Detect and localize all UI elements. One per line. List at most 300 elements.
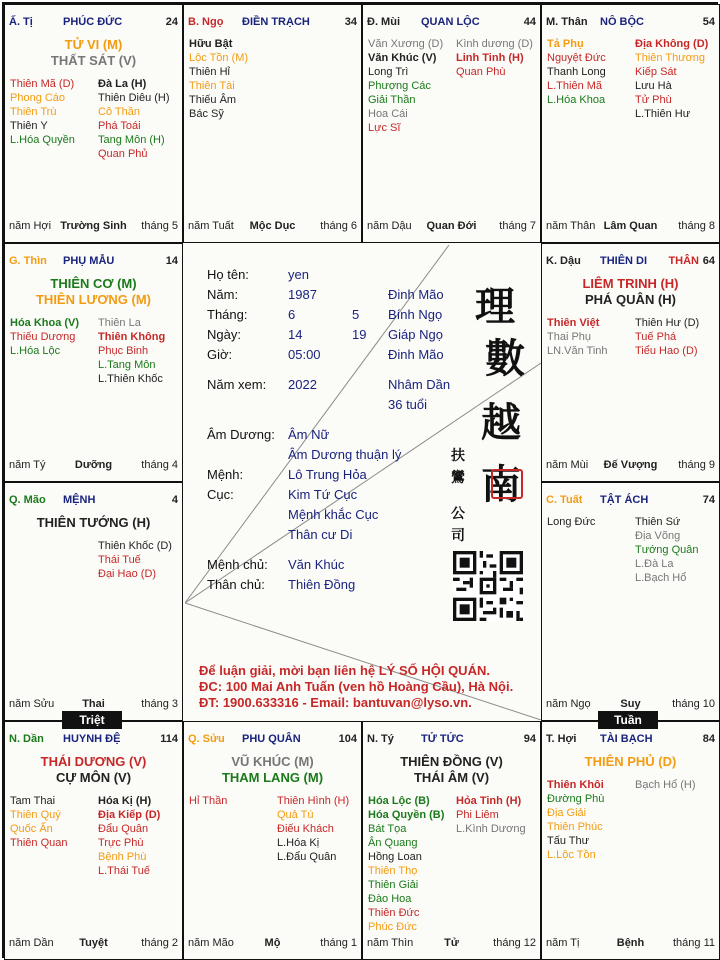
minor-star: Tam Thai: [10, 795, 56, 807]
footer-stage: Tử: [444, 937, 459, 949]
major-star: LIÊM TRINH (H): [582, 276, 679, 291]
minor-star: L.Hóa Lộc: [10, 345, 61, 357]
palace-tuat: [541, 482, 720, 721]
contact-line-3: ĐT: 1900.633316 - Email: bantuvan@lyso.vn.: [199, 695, 472, 710]
minor-star: Tang Môn (H): [98, 134, 165, 146]
palace-number: 34: [344, 16, 357, 28]
minor-star: Thiên Hình (H): [277, 795, 350, 807]
calligraphy-char-1: 理: [475, 283, 515, 330]
view-year-canchi: Nhâm Dần: [388, 377, 451, 392]
star-column-left: [547, 316, 608, 358]
palace-branch: C. Tuất: [546, 494, 583, 506]
footer-month: tháng 6: [320, 220, 357, 232]
footer-year: năm Thìn: [367, 937, 414, 949]
minor-star: Thiếu Âm: [189, 94, 237, 106]
minor-star: L.Lộc Tồn: [547, 849, 596, 861]
month-label: Tháng:: [207, 307, 248, 322]
footer-month: tháng 10: [672, 698, 715, 710]
month-canchi: Bính Ngọ: [388, 307, 443, 322]
name-value: yen: [288, 267, 309, 282]
footer-stage: Thai: [82, 698, 105, 710]
palace-number: 84: [702, 733, 715, 745]
minor-star: Hỉ Thần: [189, 795, 228, 807]
palace-footer: [9, 937, 178, 951]
calligraphy-char-4: 南: [481, 461, 521, 508]
view-year-value: 2022: [288, 377, 317, 392]
day-label: Ngày:: [207, 327, 241, 342]
hour-label: Giờ:: [207, 347, 233, 362]
palace-number: 104: [338, 733, 357, 745]
palace-number: 94: [523, 733, 536, 745]
center-info-panel: [185, 245, 541, 720]
minor-star: Phúc Đức: [368, 921, 417, 933]
stamp-char-3: 公: [451, 506, 465, 522]
footer-month: tháng 11: [672, 937, 715, 949]
major-star: TỬ VI (M): [64, 37, 123, 52]
major-star: THÁI ÂM (V): [413, 770, 490, 785]
day-solar: 14: [288, 327, 303, 342]
minor-star: Lực Sĩ: [368, 122, 401, 134]
minor-star: L.Hóa Quyền: [10, 134, 75, 146]
footer-year: năm Mão: [188, 937, 234, 949]
palace-footer: [367, 937, 536, 951]
amduong-note: Âm Dương thuận lý: [288, 447, 402, 462]
star-column-left: [547, 515, 595, 529]
footer-stage: Đế Vượng: [603, 459, 658, 471]
major-star: THÁI DƯƠNG (V): [40, 754, 147, 769]
minor-star: Thiên Diêu (H): [98, 92, 170, 104]
palace-dau: [541, 243, 720, 482]
minor-star: Thiên Hỉ: [189, 66, 230, 78]
minor-star: Hóa Quyền (B): [368, 809, 445, 821]
minor-star: Đà La (H): [98, 78, 147, 90]
minor-star: Thiên Mã (D): [10, 78, 75, 90]
star-column-left: [189, 794, 227, 808]
minor-star: Hồng Loan: [368, 851, 422, 863]
footer-year: năm Ngọ: [546, 698, 591, 710]
palace-footer: [9, 459, 178, 473]
palace-than: [541, 4, 720, 243]
cuc-note-2: Thân cư Di: [288, 527, 353, 542]
palace-header: [367, 733, 536, 747]
thanchu-label: Thân chủ:: [207, 577, 265, 592]
major-star: THẤT SÁT (V): [50, 53, 137, 68]
palace-header: [367, 16, 536, 30]
menh-value: Lô Trung Hỏa: [288, 467, 367, 482]
palace-suu: [183, 721, 362, 960]
minor-star: Đào Hoa: [368, 893, 412, 905]
minor-star: Hỏa Tinh (H): [456, 795, 522, 807]
name-label: Họ tên:: [207, 267, 249, 282]
major-star: THIÊN PHỦ (D): [584, 754, 677, 769]
palace-header: [9, 733, 178, 747]
minor-star: Phi Liêm: [456, 809, 499, 821]
minor-star: Thiên Phúc: [547, 821, 603, 833]
palace-ngo: [183, 4, 362, 243]
palace-footer: [9, 220, 178, 234]
palace-branch: G. Thìn: [9, 255, 47, 267]
amduong-value: Âm Nữ: [288, 427, 330, 442]
star-column-right: [635, 316, 699, 358]
minor-star: Thiên Y: [10, 120, 48, 132]
palace-footer: [546, 220, 715, 234]
minor-star: Thiên Sứ: [635, 516, 681, 528]
palace-footer: [188, 937, 357, 951]
minor-star: Hữu Bật: [189, 38, 233, 50]
palace-number: 114: [160, 733, 178, 745]
minor-star: Linh Tinh (H): [456, 52, 524, 64]
menhchu-label: Mệnh chủ:: [207, 557, 268, 572]
minor-star: Thiên La: [98, 317, 141, 329]
minor-star: Tả Phụ: [547, 38, 584, 50]
menh-label: Mệnh:: [207, 467, 244, 482]
palace-number: 74: [702, 494, 715, 506]
footer-month: tháng 7: [499, 220, 536, 232]
footer-year: năm Tuất: [188, 220, 234, 232]
minor-star: Thiên Quý: [10, 809, 61, 821]
minor-star: Địa Giải: [547, 807, 587, 819]
minor-star: Lưu Hà: [635, 80, 672, 92]
minor-star: L.Thái Tuế: [98, 865, 150, 877]
minor-star: Địa Không (D): [635, 38, 709, 50]
palace-mui: [362, 4, 541, 243]
minor-star: Thiên Việt: [547, 317, 600, 329]
palace-header: [546, 255, 715, 269]
minor-star: Thiên Đức: [368, 907, 420, 919]
palace-number: 44: [523, 16, 536, 28]
minor-star: L.Thiên Hư: [635, 108, 691, 120]
age-value: 36 tuổi: [388, 397, 428, 412]
palace-footer: [546, 459, 715, 473]
minor-star: Thiên Thọ: [368, 865, 418, 877]
minor-star: Hóa Lộc (B): [368, 795, 430, 807]
calligraphy-char-2: 數: [485, 335, 525, 382]
minor-star: Long Trì: [368, 66, 409, 78]
minor-star: Địa Võng: [635, 530, 681, 542]
minor-star: Tiểu Hao (D): [635, 345, 698, 357]
minor-star: L.Đà La: [635, 558, 674, 570]
star-column-left: [10, 316, 79, 358]
minor-star: Nguyệt Đức: [547, 52, 606, 64]
palace-mao: [4, 482, 183, 721]
major-star: THIÊN TƯỚNG (H): [36, 515, 151, 530]
star-column-left: [368, 794, 444, 934]
palace-name: TÀI BẠCH: [600, 733, 653, 745]
minor-star: Cô Thần: [98, 106, 140, 118]
hour-canchi: Đinh Mão: [388, 347, 444, 362]
palace-header: [9, 494, 178, 508]
minor-star: L.Thiên Mã: [547, 80, 603, 92]
palace-branch: N. Dần: [9, 733, 44, 745]
palace-number: 14: [165, 255, 178, 267]
star-column-right: [98, 77, 170, 161]
minor-star: L.Hóa Khoa: [547, 94, 606, 106]
footer-month: tháng 8: [678, 220, 715, 232]
palace-name: PHÚC ĐỨC: [63, 16, 123, 28]
than-marker: THÂN: [668, 255, 699, 267]
minor-star: Thiên Khốc (D): [98, 540, 172, 552]
triet-marker: Triệt: [62, 711, 122, 729]
month-solar: 6: [288, 307, 296, 322]
minor-star: Văn Xương (D): [368, 38, 444, 50]
contact-line-2: ĐC: 100 Mai Anh Tuấn (ven hồ Hoàng Cầu), Hà Nội.: [199, 679, 514, 694]
footer-year: năm Thân: [546, 220, 596, 232]
major-stars: [363, 754, 540, 786]
cuc-note-1: Mệnh khắc Cục: [288, 507, 379, 522]
minor-star: Thiếu Dương: [10, 331, 76, 343]
amduong-label: Âm Dương:: [207, 427, 275, 442]
menhchu-value: Văn Khúc: [288, 557, 345, 572]
minor-star: Bạch Hổ (H): [635, 779, 696, 791]
footer-month: tháng 5: [141, 220, 178, 232]
footer-year: năm Mùi: [546, 459, 589, 471]
star-column-right: [98, 316, 165, 386]
palace-number: 4: [171, 494, 178, 506]
minor-star: Thiên Hư (D): [635, 317, 700, 329]
major-stars: [184, 754, 361, 786]
footer-year: năm Tý: [9, 459, 46, 471]
minor-star: Hóa Kị (H): [98, 795, 152, 807]
footer-stage: Tuyệt: [79, 937, 108, 949]
star-column-right: [635, 37, 708, 121]
minor-star: Tướng Quân: [635, 544, 699, 556]
major-stars: [5, 276, 182, 308]
palace-number: 64: [702, 255, 715, 267]
major-stars: [5, 37, 182, 69]
minor-star: Thanh Long: [547, 66, 606, 78]
major-star: CỰ MÔN (V): [55, 770, 132, 785]
minor-star: Phục Binh: [98, 345, 149, 357]
year-value: 1987: [288, 287, 317, 302]
star-column-right: [635, 778, 696, 792]
palace-header: [188, 16, 357, 30]
minor-star: Lộc Tồn (M): [189, 52, 249, 64]
palace-branch: N. Tý: [367, 733, 394, 745]
footer-year: năm Dậu: [367, 220, 412, 232]
year-label: Năm:: [207, 287, 239, 302]
palace-name: QUAN LỘC: [421, 16, 480, 28]
star-column-right: [98, 794, 160, 878]
minor-star: Hoa Cái: [368, 108, 408, 120]
palace-header: [546, 494, 715, 508]
contact-line-1: Để luận giải, mời bạn liên hệ LÝ SỐ HỘI QUÁN.: [199, 663, 490, 678]
minor-star: Thiên Trù: [10, 106, 57, 118]
palace-name: TỬ TỨC: [421, 733, 464, 745]
minor-star: Tử Phù: [635, 94, 672, 106]
palace-name: PHU QUÂN: [242, 733, 301, 745]
minor-star: Văn Khúc (V): [368, 52, 437, 64]
footer-month: tháng 3: [141, 698, 178, 710]
thanchu-value: Thiên Đồng: [288, 577, 356, 592]
footer-year: năm Sửu: [9, 698, 55, 710]
minor-star: LN.Văn Tinh: [547, 345, 608, 357]
palace-branch: T. Hợi: [546, 733, 577, 745]
seal-stamp-icon: [491, 469, 523, 499]
footer-year: năm Hợi: [9, 220, 52, 232]
day-lunar: 19: [352, 327, 367, 342]
palace-footer: [546, 937, 715, 951]
star-column-left: [10, 794, 67, 850]
major-stars: [5, 754, 182, 786]
palace-number: 54: [702, 16, 715, 28]
star-column-left: [547, 37, 606, 107]
day-canchi: Giáp Ngọ: [388, 327, 443, 342]
major-star: THAM LANG (M): [221, 770, 324, 785]
palace-branch: M. Thân: [546, 16, 588, 28]
palace-branch: K. Dậu: [546, 255, 581, 267]
palace-header: [9, 255, 178, 269]
star-column-right: [635, 515, 699, 585]
major-star: THIÊN ĐỒNG (V): [400, 754, 503, 769]
footer-month: tháng 9: [678, 459, 715, 471]
minor-star: Tuế Phá: [635, 331, 677, 343]
star-column-left: [10, 77, 75, 147]
cuc-value: Kim Tứ Cục: [288, 487, 358, 502]
palace-name: ĐIỀN TRẠCH: [242, 16, 310, 28]
minor-star: Thiên Tài: [189, 80, 235, 92]
major-stars: [542, 276, 719, 308]
footer-stage: Lâm Quan: [603, 220, 658, 232]
palace-hoi: [541, 721, 720, 960]
minor-star: Thiên Quan: [10, 837, 68, 849]
star-column-right: [277, 794, 349, 864]
stamp-char-2: 鸞: [451, 470, 465, 486]
palace-footer: [367, 220, 536, 234]
palace-branch: Ấ. Tị: [9, 16, 33, 28]
palace-name: TẬT ÁCH: [600, 494, 649, 506]
minor-star: Bác Sỹ: [189, 108, 224, 120]
palace-branch: Q. Sửu: [188, 733, 225, 745]
palace-ty2: [362, 721, 541, 960]
palace-name: THIÊN DI: [600, 255, 648, 267]
star-column-right: [98, 539, 172, 581]
minor-star: Tấu Thư: [547, 835, 590, 847]
major-star: THIÊN CƠ (M): [50, 276, 137, 291]
minor-star: Hóa Khoa (V): [10, 317, 80, 329]
calligraphy-char-3: 越: [481, 399, 521, 446]
minor-star: Phong Cáo: [10, 92, 66, 104]
footer-stage: Mộc Dục: [249, 220, 296, 232]
minor-star: L.Tang Môn: [98, 359, 156, 371]
minor-star: Ân Quang: [368, 837, 418, 849]
minor-star: Quan Phù: [456, 66, 506, 78]
month-lunar: 5: [352, 307, 360, 322]
star-column-right: [456, 37, 533, 79]
view-year-label: Năm xem:: [207, 377, 267, 392]
palace-name: HUYNH ĐỆ: [63, 733, 121, 745]
footer-stage: Mộ: [264, 937, 281, 949]
star-column-left: [547, 778, 604, 862]
footer-stage: Trường Sinh: [60, 220, 127, 232]
palace-name: NÔ BỘC: [600, 16, 644, 28]
palace-branch: Q. Mão: [9, 494, 46, 506]
minor-star: Kiếp Sát: [635, 66, 677, 78]
footer-year: năm Dần: [9, 937, 54, 949]
footer-year: năm Tị: [546, 937, 580, 949]
minor-star: L.Bạch Hổ: [635, 572, 687, 584]
minor-star: Đẩu Quân: [98, 823, 149, 835]
tuan-marker: Tuần: [598, 711, 658, 729]
minor-star: Quan Phủ: [98, 148, 148, 160]
minor-star: Quả Tú: [277, 809, 314, 821]
minor-star: Phượng Các: [368, 80, 431, 92]
minor-star: L.Đẩu Quân: [277, 851, 337, 863]
stamp-char-4: 司: [451, 528, 465, 544]
star-column-left: [368, 37, 443, 135]
major-stars: [5, 515, 182, 531]
palace-name: PHỤ MẪU: [63, 255, 115, 267]
horoscope-chart: [2, 2, 718, 958]
minor-star: Kình dương (D): [456, 38, 533, 50]
minor-star: Thái Tuế: [98, 554, 141, 566]
major-star: THIÊN LƯƠNG (M): [35, 292, 152, 307]
minor-star: Thiên Thương: [635, 52, 706, 64]
minor-star: Thiên Không: [98, 331, 166, 343]
major-stars: [542, 754, 719, 770]
palace-thin: [4, 243, 183, 482]
star-column-left: [189, 37, 248, 121]
palace-dan: [4, 721, 183, 960]
minor-star: Long Đức: [547, 516, 596, 528]
palace-header: [546, 16, 715, 30]
palace-footer: [188, 220, 357, 234]
minor-star: Bệnh Phù: [98, 851, 147, 863]
minor-star: Thiên Giải: [368, 879, 419, 891]
year-canchi: Đinh Mão: [388, 287, 444, 302]
minor-star: L.Kình Dương: [456, 823, 526, 835]
palace-name: MỆNH: [63, 494, 96, 506]
major-star: PHÁ QUÂN (H): [585, 292, 676, 307]
minor-star: Phá Toái: [98, 120, 141, 132]
footer-month: tháng 4: [141, 459, 178, 471]
footer-stage: Quan Đới: [426, 220, 477, 232]
cuc-label: Cục:: [207, 487, 234, 502]
major-star: VŨ KHÚC (M): [231, 754, 314, 769]
star-column-right: [456, 794, 526, 836]
palace-header: [188, 733, 357, 747]
footer-stage: Suy: [620, 698, 641, 710]
hour-value: 05:00: [288, 347, 321, 362]
minor-star: Thiên Khôi: [547, 779, 604, 791]
minor-star: Giải Thần: [368, 94, 416, 106]
minor-star: Đường Phù: [547, 793, 605, 805]
minor-star: Quốc Ấn: [10, 823, 53, 835]
minor-star: Điếu Khách: [277, 823, 334, 835]
palace-header: [546, 733, 715, 747]
palace-footer: [546, 698, 715, 712]
palace-branch: Đ. Mùi: [367, 16, 400, 28]
palace-branch: B. Ngọ: [188, 16, 224, 28]
minor-star: Thai Phụ: [547, 331, 592, 343]
footer-stage: Bệnh: [616, 937, 645, 949]
footer-month: tháng 12: [493, 937, 536, 949]
minor-star: Bát Tọa: [368, 823, 407, 835]
footer-stage: Dưỡng: [74, 459, 113, 471]
footer-month: tháng 1: [320, 937, 357, 949]
footer-month: tháng 2: [141, 937, 178, 949]
palace-ty: [4, 4, 183, 243]
minor-star: L.Hóa Kị: [277, 837, 320, 849]
palace-footer: [9, 698, 178, 712]
qr-code-icon[interactable]: [453, 551, 523, 621]
minor-star: Trực Phù: [98, 837, 144, 849]
stamp-char-1: 扶: [451, 448, 465, 464]
palace-header: [9, 16, 178, 30]
minor-star: L.Thiên Khốc: [98, 373, 163, 385]
minor-star: Địa Kiếp (D): [98, 809, 161, 821]
minor-star: Đại Hao (D): [98, 568, 157, 580]
palace-number: 24: [165, 16, 178, 28]
